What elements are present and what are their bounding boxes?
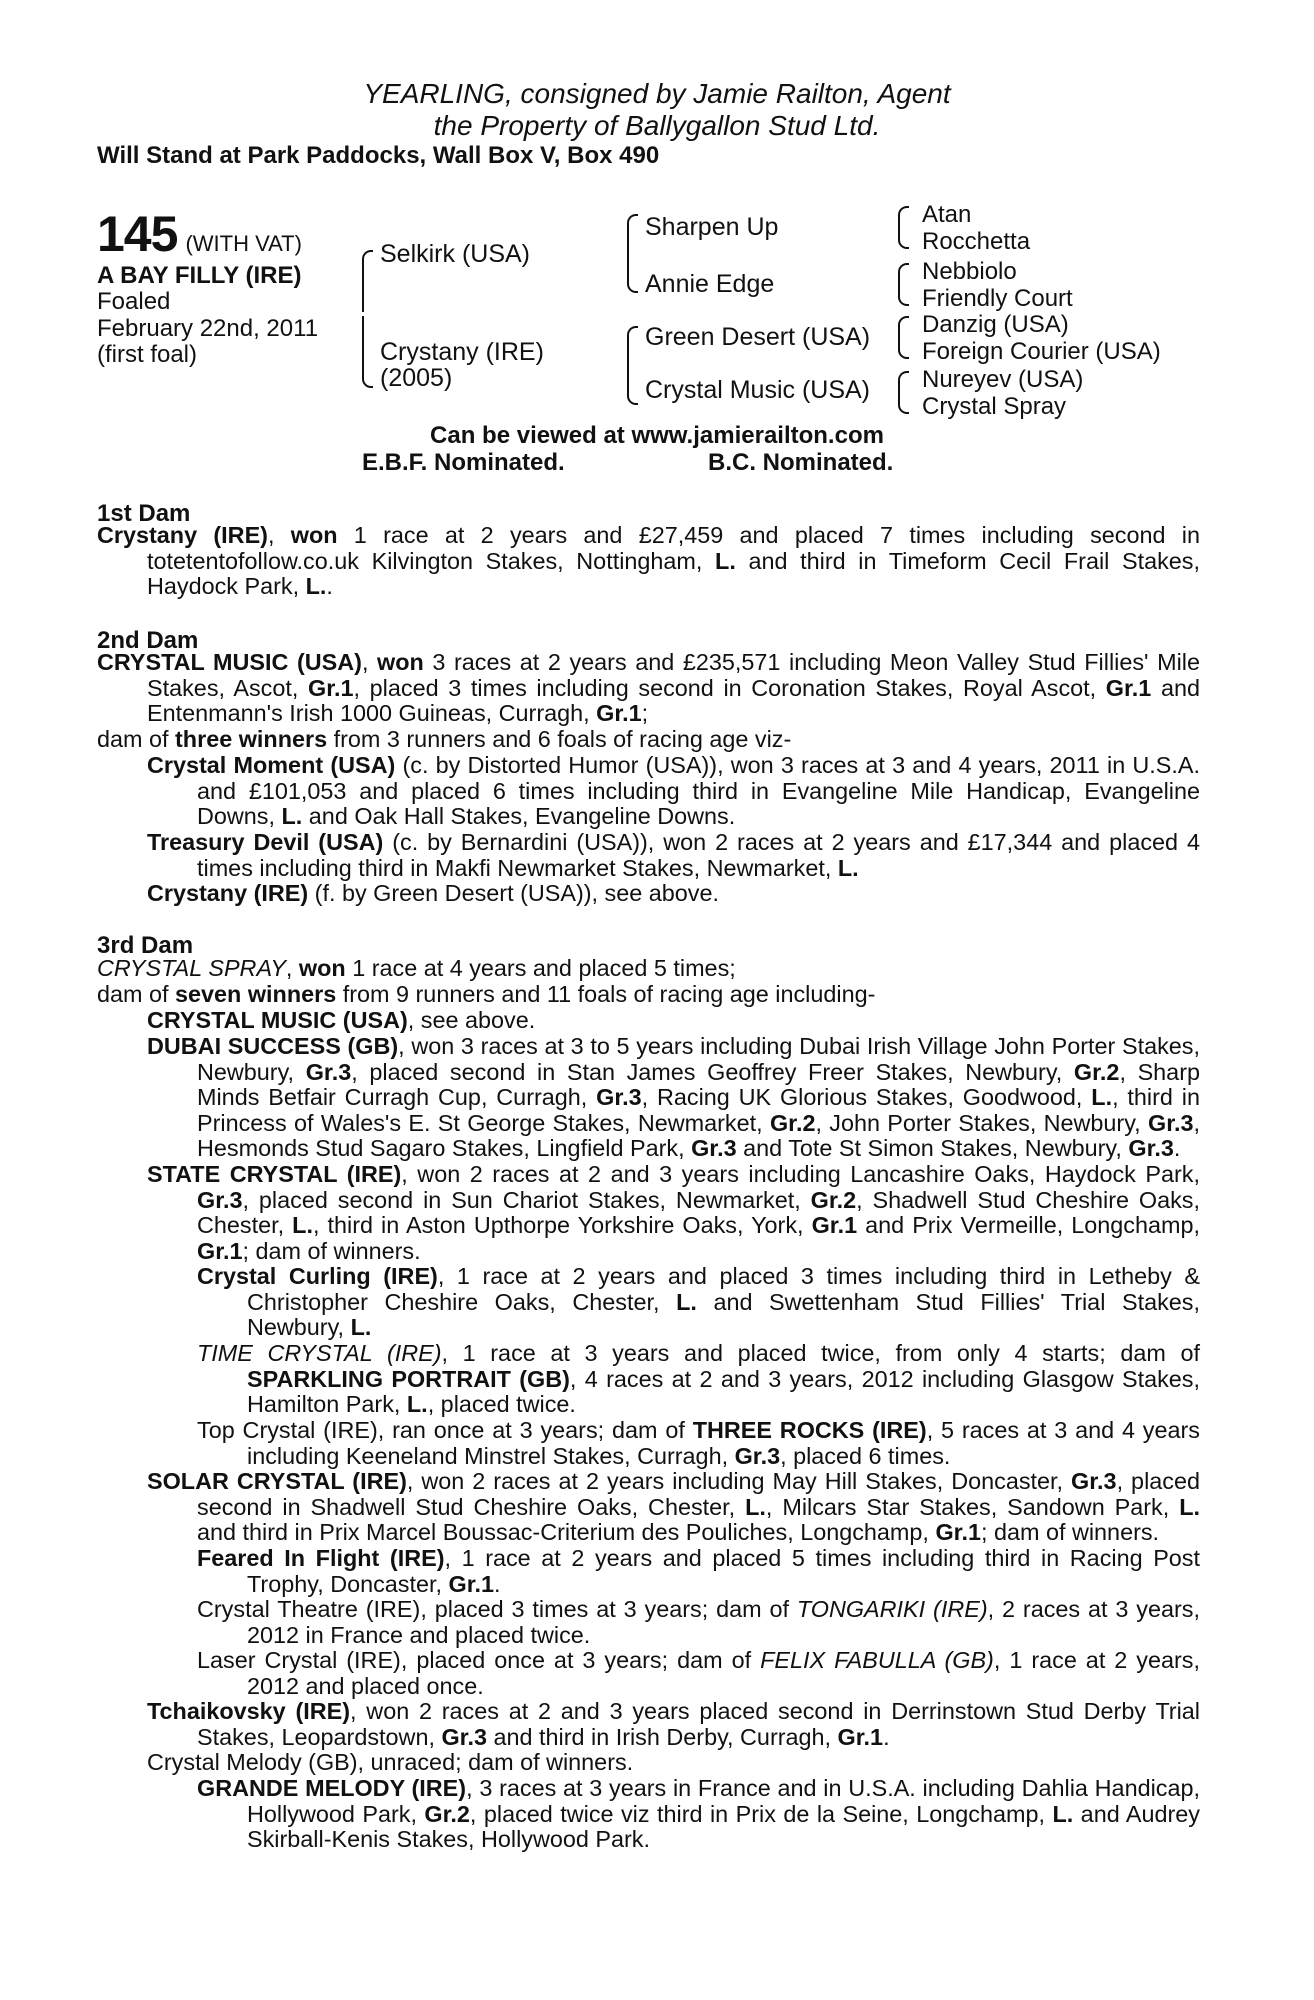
text-run: 1 race at 4 years and placed 5 times; <box>345 955 736 981</box>
text-run: , 3 races at 3 years in France and in U.S.A. including Dahlia Handicap, Hollywood Park, <box>247 1775 1200 1827</box>
viewing-url: Can be viewed at www.jamierailton.com <box>430 422 884 449</box>
text-run: L. <box>305 573 327 599</box>
text-run: , Milcars Star Stakes, Sandown Park, <box>765 1493 1180 1520</box>
text-run: dam of <box>97 981 176 1007</box>
pedigree-g3-5: Danzig (USA) <box>922 311 1069 338</box>
dam3-paragraph <box>147 1008 1200 1034</box>
text-run: ; dam of winners. <box>980 1519 1160 1545</box>
text-run: and Oak Hall Stakes, Evangeline Downs. <box>302 803 736 829</box>
text-run: , <box>267 522 291 548</box>
text-run: and third in Prix Marcel Boussac-Criterium des Pouliches, Longchamp, <box>197 1519 936 1545</box>
vat-note: (WITH VAT) <box>185 231 302 256</box>
brace <box>898 316 909 338</box>
text-run: , <box>361 649 378 675</box>
lot-number-block <box>97 205 302 263</box>
text-run: Gr.1 <box>197 1237 243 1264</box>
text-run: and third in Irish Derby, Curragh, <box>486 1723 838 1750</box>
text-run: STATE CRYSTAL (IRE) <box>147 1161 402 1187</box>
text-run: won <box>298 955 346 981</box>
text-run: Treasury Devil (USA) <box>147 829 384 855</box>
brace <box>362 316 373 388</box>
text-run: CRYSTAL MUSIC (USA) <box>97 649 362 675</box>
text-run: SPARKLING PORTRAIT (GB) <box>247 1365 570 1392</box>
text-run: , John Porter Stakes, Newbury, <box>815 1109 1148 1136</box>
dam: Crystany (IRE) <box>380 338 544 366</box>
text-run: L. <box>281 803 303 829</box>
brace <box>627 363 638 405</box>
text-run: L. <box>350 1314 372 1340</box>
text-run: L. <box>837 854 859 881</box>
text-run: and Swettenham Stud Fillies' Trial Stakes, Newbury, <box>247 1288 1200 1340</box>
text-run: 3 races at 2 years and £235,571 including Meon Valley Stud Fillies' Mile Stakes, Ascot, <box>147 649 1200 701</box>
dam3-paragraph <box>197 1776 1200 1853</box>
text-run: TONGARIKI (IRE) <box>796 1596 988 1622</box>
dam2-paragraph <box>147 881 1200 907</box>
text-run: L. <box>715 547 736 574</box>
text-run: THREE ROCKS (IRE) <box>692 1417 927 1443</box>
pedigree-g3-2: Rocchetta <box>922 228 1031 255</box>
text-run: and Entenmann's Irish 1000 Guineas, Curragh, <box>147 674 1200 726</box>
text-run: , Racing UK Glorious Stakes, Goodwood, <box>641 1084 1092 1110</box>
text-run: Gr.1 <box>837 1723 884 1750</box>
text-run: Gr.3 <box>1071 1468 1117 1494</box>
text-run: Gr.2 <box>769 1109 816 1136</box>
consignment-line: YEARLING, consigned by Jamie Railton, Agent <box>363 78 951 109</box>
text-run: Crystany (IRE) <box>147 880 309 906</box>
dam3-paragraph <box>147 1699 1200 1750</box>
text-run: Gr.2 <box>810 1186 857 1213</box>
text-run: , placed second in Stan James Geoffrey Freer Stakes, Newbury, <box>351 1058 1074 1085</box>
text-run: Gr.3 <box>734 1442 781 1469</box>
text-run: L. <box>1091 1084 1113 1110</box>
text-run: Feared In Flight (IRE) <box>197 1545 445 1571</box>
text-run: Top Crystal (IRE), ran once at 3 years; dam of <box>197 1417 693 1443</box>
brace <box>898 206 909 228</box>
text-run: . <box>494 1570 501 1597</box>
text-run: , third in Aston Upthorpe Yorkshire Oaks, York, <box>312 1212 812 1238</box>
text-run: . <box>326 573 333 599</box>
bc-nominated: B.C. Nominated. <box>708 449 894 476</box>
text-run: , Shadwell Stud Cheshire Oaks, Chester, <box>197 1186 1200 1238</box>
dam3-paragraph <box>197 1264 1200 1341</box>
dam2-paragraph <box>147 830 1200 881</box>
dam2-paragraph <box>97 727 1200 753</box>
text-run: and Tote St Simon Stakes, Newbury, <box>736 1135 1129 1161</box>
text-run: L. <box>745 1493 766 1520</box>
dam-year: (2005) <box>380 364 453 392</box>
sire: Selkirk (USA) <box>380 240 531 268</box>
text-run: , placed second in Shadwell Stud Cheshire Oaks, Chester, <box>197 1468 1200 1520</box>
text-run: seven winners <box>175 981 337 1007</box>
dam3-paragraph <box>97 956 1200 982</box>
brace <box>898 337 909 359</box>
text-run: Crystal Curling (IRE) <box>197 1263 438 1289</box>
text-run: , placed second in Sun Chariot Stakes, Newmarket, <box>242 1186 811 1213</box>
text-run: , 4 races at 2 and 3 years, 2012 including Glasgow Stakes, Hamilton Park, <box>247 1365 1200 1417</box>
dam3-paragraph <box>97 982 1200 1008</box>
foaled-label: Foaled <box>97 288 171 315</box>
text-run: . <box>1173 1135 1181 1161</box>
text-run: ; dam of winners. <box>242 1237 421 1264</box>
text-run: dam of <box>97 726 176 752</box>
property-line: the Property of Ballygallon Stud Ltd. <box>433 110 881 141</box>
text-run: , Sharp Minds Betfair Curragh Cup, Curragh, <box>197 1058 1200 1110</box>
pedigree-g3-6: Foreign Courier (USA) <box>922 338 1161 365</box>
text-run: L. <box>292 1212 313 1238</box>
pedigree-g3-8: Crystal Spray <box>922 393 1067 420</box>
text-run: , won 2 races at 2 years including May Hill Stakes, Doncaster, <box>406 1468 1072 1494</box>
text-run: DUBAI SUCCESS (GB) <box>147 1033 399 1059</box>
text-run: Gr.3 <box>197 1186 243 1213</box>
text-run: , won 2 races at 2 and 3 years placed second in Derrinstown Stud Derby Trial Stakes, Leopardstown, <box>197 1698 1200 1750</box>
dam3-paragraph <box>147 1034 1200 1162</box>
text-run: FELIX FABULLA (GB) <box>760 1647 994 1673</box>
text-run: CRYSTAL MUSIC (USA) <box>147 1007 408 1033</box>
text-run: Gr.3 <box>441 1723 487 1750</box>
dam3-paragraph <box>197 1418 1200 1469</box>
brace <box>362 250 373 312</box>
text-run: Tchaikovsky (IRE) <box>147 1698 351 1724</box>
text-run: . <box>883 1723 890 1750</box>
text-run: (c. by Bernardini (USA)), won 2 races at 2 years and £17,344 and placed 4 times including third in Makfi Newmarket Stakes, Newmarket, <box>197 829 1200 881</box>
text-run: L. <box>1052 1800 1074 1827</box>
second-dam-heading: 2nd Dam <box>97 627 199 654</box>
text-run: Gr.3 <box>305 1058 352 1085</box>
dam2-paragraph <box>97 650 1200 727</box>
brace <box>898 371 909 393</box>
text-run: (f. by Green Desert (USA)), see above. <box>308 880 719 906</box>
text-run: L. <box>676 1288 697 1315</box>
ebf-nominated: E.B.F. Nominated. <box>362 449 565 476</box>
text-run: , 1 race at 3 years and placed twice, from only 4 starts; dam of <box>441 1340 1200 1366</box>
text-run: , 1 race at 2 years and placed 5 times including third in Racing Post Trophy, Doncaster, <box>247 1545 1201 1597</box>
text-run: and Audrey Skirball-Kenis Stakes, Hollywood Park. <box>247 1800 1200 1852</box>
text-run: , <box>285 955 299 981</box>
text-run: and Prix Vermeille, Longchamp, <box>857 1212 1201 1238</box>
text-run: , 2 races at 3 years, 2012 in France and placed twice. <box>247 1596 1200 1648</box>
text-run: Gr.1 <box>448 1570 495 1597</box>
brace <box>898 227 909 249</box>
third-dam-heading: 3rd Dam <box>97 932 194 959</box>
text-run: won <box>377 649 424 675</box>
text-run: Gr.3 <box>1128 1135 1174 1161</box>
text-run: Gr.3 <box>691 1135 737 1161</box>
text-run: , placed twice viz third in Prix de la Seine, Longchamp, <box>469 1800 1053 1827</box>
text-run: Gr.1 <box>1105 674 1152 701</box>
text-run: , won 2 races at 2 and 3 years including Lancashire Oaks, Haydock Park, <box>401 1161 1200 1187</box>
text-run: TIME CRYSTAL (IRE) <box>197 1340 442 1366</box>
text-run: , placed 6 times. <box>780 1442 951 1469</box>
text-run: , Hesmonds Stud Sagaro Stakes, Lingfield Park, <box>197 1109 1201 1161</box>
text-run: Gr.1 <box>596 700 642 726</box>
text-run: Crystal Moment (USA) <box>147 752 396 778</box>
brace <box>898 392 909 414</box>
brace <box>898 284 909 306</box>
stand-location: Will Stand at Park Paddocks, Wall Box V, Box 490 <box>97 142 660 169</box>
dam-sire: Green Desert (USA) <box>645 323 871 351</box>
text-run: , third in Princess of Wales's E. St George Stakes, Newmarket, <box>197 1084 1200 1136</box>
text-run: Gr.1 <box>811 1212 858 1238</box>
dam3-paragraph <box>147 1162 1200 1264</box>
dam3-paragraph <box>147 1750 1200 1776</box>
text-run: won <box>290 522 338 548</box>
lot-name: A BAY FILLY (IRE) <box>97 262 302 289</box>
foal-note: (first foal) <box>97 341 198 368</box>
text-run: Crystal Theatre (IRE), placed 3 times at 3 years; dam of <box>197 1596 797 1622</box>
text-run: , 5 races at 3 and 4 years including Keeneland Minstrel Stakes, Curragh, <box>247 1417 1200 1469</box>
text-run: Gr.1 <box>308 674 354 701</box>
text-run: , placed 3 times including second in Coronation Stakes, Royal Ascot, <box>353 674 1106 701</box>
text-run: , 1 race at 2 years, 2012 and placed once. <box>247 1647 1200 1699</box>
first-dam-heading: 1st Dam <box>97 500 191 527</box>
text-run: Gr.3 <box>1148 1109 1194 1136</box>
text-run: CRYSTAL SPRAY <box>97 955 286 981</box>
text-run: (c. by Distorted Humor (USA)), won 3 races at 3 and 4 years, 2011 in U.S.A. and £101,053 and placed 6 times including third in Evangeline Mile Handicap, Evangeline Downs, <box>197 752 1200 829</box>
brace <box>627 326 638 363</box>
text-run: Laser Crystal (IRE), placed once at 3 years; dam of <box>197 1647 761 1673</box>
dam-dam: Crystal Music (USA) <box>645 376 871 404</box>
pedigree-g3-1: Atan <box>922 201 972 228</box>
text-run: from 9 runners and 11 foals of racing age including- <box>336 981 876 1007</box>
dam3-paragraph <box>197 1648 1200 1699</box>
text-run: Gr.2 <box>424 1800 470 1827</box>
text-run: SOLAR CRYSTAL (IRE) <box>147 1468 407 1494</box>
text-run: 1 race at 2 years and £27,459 and placed 7 times including second in totetentofollow.co.uk Kilvington Stakes, Nottingham, <box>147 522 1201 574</box>
text-run: from 3 runners and 6 foals of racing age viz- <box>327 726 792 752</box>
lot-number: 145 <box>97 206 178 262</box>
text-run: L. <box>1179 1493 1200 1520</box>
text-run: and third in Timeform Cecil Frail Stakes, Haydock Park, <box>147 547 1200 599</box>
text-run: three winners <box>175 726 328 752</box>
text-run: , 1 race at 2 years and placed 3 times including third in Letheby & Christopher Cheshire Oaks, Chester, <box>247 1263 1200 1315</box>
sire-dam: Annie Edge <box>645 270 775 298</box>
text-run: Gr.3 <box>596 1084 642 1110</box>
pedigree-g3-4: Friendly Court <box>922 285 1073 312</box>
dam3-paragraph <box>147 1469 1200 1546</box>
dam3-paragraph <box>197 1341 1200 1418</box>
text-run: , placed twice. <box>427 1391 576 1417</box>
brace <box>627 251 638 293</box>
pedigree-g3-7: Nureyev (USA) <box>922 366 1084 393</box>
text-run: Crystany (IRE) <box>97 522 268 548</box>
dam3-paragraph <box>197 1546 1200 1597</box>
pedigree-g3-3: Nebbiolo <box>922 258 1017 285</box>
text-run: , won 3 races at 3 to 5 years including Dubai Irish Village John Porter Stakes, Newbury, <box>197 1033 1200 1085</box>
dam1-paragraph <box>97 523 1200 600</box>
text-run: Gr.1 <box>935 1519 981 1545</box>
text-run: , see above. <box>407 1007 536 1033</box>
brace <box>627 214 638 251</box>
text-run: Gr.2 <box>1073 1058 1120 1085</box>
text-run: L. <box>406 1391 428 1417</box>
text-run: ; <box>641 700 649 726</box>
dam3-paragraph <box>197 1597 1200 1648</box>
brace <box>898 263 909 285</box>
text-run: Crystal Melody (GB), unraced; dam of winners. <box>147 1749 634 1775</box>
dam2-paragraph <box>147 753 1200 830</box>
text-run: GRANDE MELODY (IRE) <box>197 1775 467 1801</box>
foaled-date: February 22nd, 2011 <box>97 315 319 342</box>
sire-sire: Sharpen Up <box>645 213 779 241</box>
